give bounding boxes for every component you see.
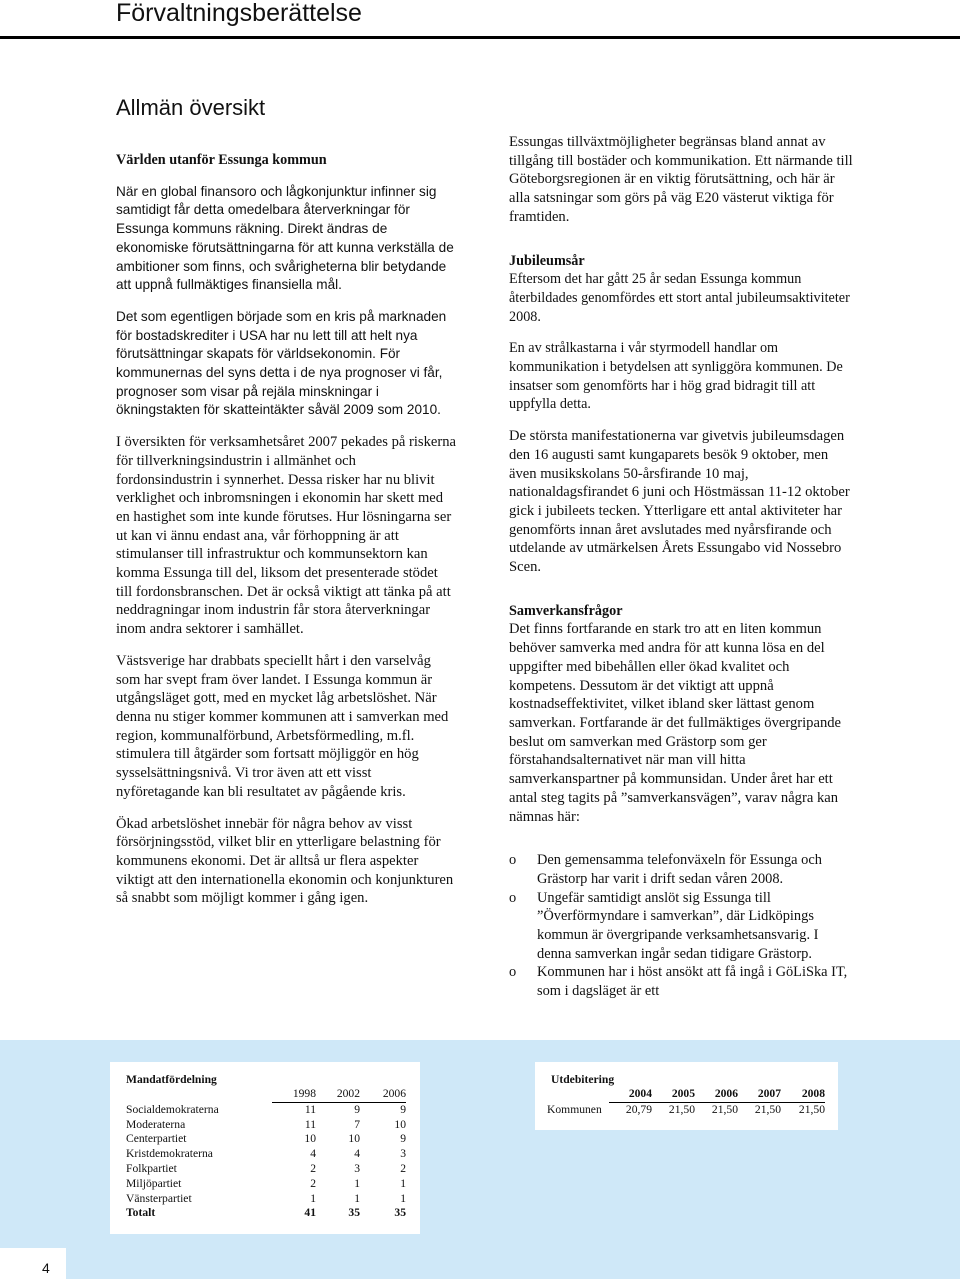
spacer [509, 826, 854, 851]
table-row-total [126, 1206, 406, 1221]
table-row [547, 1102, 825, 1117]
table-row [126, 1192, 406, 1207]
year-header: 2006 [360, 1087, 406, 1102]
seat-count: 2 [310, 1161, 316, 1175]
header-rule [0, 36, 960, 39]
list-item-text: Kommunen har i höst ansökt att få ingå i GöLiSka IT, som i dagsläget är ett [537, 964, 848, 1000]
party-name: Socialdemokraterna [126, 1102, 219, 1116]
seat-count: 35 [394, 1206, 406, 1220]
year-header: 2008 [781, 1087, 825, 1102]
table-row [126, 1118, 406, 1133]
seat-count: 1 [400, 1176, 406, 1190]
spacer [116, 295, 456, 308]
section-title: Allmän översikt [116, 95, 266, 120]
paragraph-oversikt-2007: I översikten för verksamhetsåret 2007 pekades på riskerna för tillverkningsindustrin i allmänhet och fordonsindustrin i synnerhet. Dessa risker har nu blivit verklighet och inbromsningen i ekonomin har skett med en hastighet som inte kunde förutses. Hur lösningarna ser ut kan vi ännu endast ana, vår förhoppning är att stimulanser till infrastruktur och kommunsektorn kan komma Essunga till del, liksom det presenterade stödet till fordonsbranschen. Det är också viktigt att tänka på att neddragningar inom industrin får stora återverkningar inom andra sektorer i samhället. [116, 434, 456, 638]
seat-count: 11 [304, 1117, 316, 1131]
year-header: 2005 [652, 1087, 695, 1102]
list-item [509, 851, 854, 888]
document-header [0, 0, 960, 48]
paragraph-finansoro: När en global finansoro och lågkonjunktur infinner sig samtidigt får detta omedelbara återverkningar för Essunga kommuns räkning. Direkt ändras de ekonomiske förutsättningarna för att kunna verkställa de ambitioner som finns, och svårigheterna blir betydande att uppnå fullmäktiges finansiella mål. [116, 183, 454, 293]
spacer [116, 639, 456, 652]
list-item-text: Den gemensamma telefonväxeln för Essunga och Grästorp har varit i drift sedan våren 2008. [537, 852, 822, 887]
bullet-marker: o [509, 889, 517, 906]
table-row [126, 1147, 406, 1162]
seat-count: 10 [348, 1132, 360, 1146]
seat-count: 9 [400, 1102, 406, 1116]
seat-count: 4 [354, 1147, 360, 1161]
heading-jubileumsar: Jubileumsår [509, 252, 585, 269]
spacer [509, 577, 854, 602]
header-empty [547, 1087, 609, 1102]
tax-rate: 21,50 [798, 1102, 825, 1116]
utdebitering-box [535, 1062, 838, 1130]
seat-count: 2 [310, 1176, 316, 1190]
year-header: 1998 [272, 1087, 316, 1102]
table-row [126, 1162, 406, 1177]
seat-count: 4 [310, 1147, 316, 1161]
tax-rate: 20,79 [625, 1102, 652, 1116]
year-header: 2006 [695, 1087, 738, 1102]
seat-count: 3 [400, 1147, 406, 1161]
paragraph-manifestationer: De största manifestationerna var givetvis jubileumsdagen den 16 augusti samt kungaparets besök 9 oktober, men även musikskolans 50-årsfirande 10 maj, nationaldagsfirandet 6 juni och Höstmässan 11-12 oktober gick i jubileets tecken. Ytterligare ett antal aktiviteter har genomförts innan året avslutades med nyårsfirande och utdelande av utmärkelsen Årets Essungabo vid Nossebro Scen. [509, 428, 850, 576]
party-name: Kristdemokraterna [126, 1147, 213, 1161]
seat-count: 1 [354, 1191, 360, 1205]
spacer [116, 170, 456, 183]
paragraph-tillvaxt: Essungas tillväxtmöjligheter begränsas bland annat av tillgång till bostäder och kommunikation. Ett närmande till Göteborgsregionen är en viktig förutsättning, och här är alla satsningar som görs på väg E20 västerut viktiga för framtiden. [509, 134, 853, 225]
table-row [126, 1177, 406, 1192]
seat-count: 10 [304, 1132, 316, 1146]
samverkan-list [509, 851, 854, 1001]
left-column [116, 151, 456, 908]
tax-rate: 21,50 [668, 1102, 695, 1116]
party-name: Miljöpartiet [126, 1176, 182, 1190]
table-header-row [547, 1087, 825, 1102]
party-name: Vänsterpartiet [126, 1191, 192, 1205]
seat-count: 10 [394, 1117, 406, 1131]
paragraph-jubileum-25-ar: Eftersom det har gått 25 år sedan Essunga kommun återbildades genomfördes ett stort antal jubileumsaktiviteter 2008. [509, 271, 850, 325]
seat-count: 1 [310, 1191, 316, 1205]
seat-count: 9 [400, 1132, 406, 1146]
year-header: 2007 [738, 1087, 781, 1102]
paragraph-usa-kris: Det som egentligen började som en kris på marknaden för bostadskrediter i USA har nu lett till att helt nya förutsättningar skapats för världsekonomin. För kommunernas del syns detta i de nya prognoser vi får, prognoser som visar på rejäla minskningar i ökningstakten för skatteintäkter såväl 2009 som 2010. [116, 308, 447, 418]
seat-count: 2 [400, 1161, 406, 1175]
table-row [126, 1132, 406, 1147]
paragraph-vastsverige: Västsverige har drabbats speciellt hårt i den varselvåg som har svept fram över landet. I Essunga kommun är utgångsläget gott, med en mycket låg arbetslöshet. När denna nu stiger kommer kommunen att i samverkan med region, kommunalförbund, Arbetsförmedling, m.fl. stimulera till åtgärder som fortsatt möjliggör en hög sysselsättningsnivå. Vi tror även att ett visst nyföretagande kan bli resultatet av pågående kris. [116, 652, 449, 800]
seat-count: 9 [354, 1102, 360, 1116]
header-empty [126, 1087, 272, 1102]
spacer [116, 802, 456, 815]
spacer [509, 326, 854, 339]
heading-varlden: Världen utanför Essunga kommun [116, 152, 327, 168]
seat-count: 1 [354, 1176, 360, 1190]
spacer [509, 414, 854, 427]
list-item [509, 889, 854, 964]
party-name: Totalt [126, 1206, 156, 1220]
year-header: 2004 [609, 1087, 652, 1102]
seat-count: 35 [348, 1206, 360, 1220]
mandatfordelning-title: Mandatfördelning [126, 1073, 217, 1086]
seat-count: 3 [354, 1161, 360, 1175]
list-item-text: Ungefär samtidigt anslöt sig Essunga till ”Överförmyndare i samverkan”, där Lidköpings kommun är övergripande verksamhetsansvarig. I denna samverkan ingår sedan tidigare Grästorp. [537, 889, 819, 962]
seat-count: 41 [304, 1206, 316, 1220]
page-number-tab [0, 1248, 66, 1279]
seat-count: 7 [354, 1117, 360, 1131]
row-label: Kommunen [547, 1102, 602, 1116]
page-number: 4 [42, 1260, 50, 1276]
mandatfordelning-box [110, 1062, 420, 1234]
bullet-marker: o [509, 852, 517, 869]
party-name: Moderaterna [126, 1117, 186, 1131]
tax-rate: 21,50 [711, 1102, 738, 1116]
table-header-row [126, 1087, 406, 1102]
utdebitering-title: Utdebitering [551, 1073, 615, 1086]
paragraph-samverkan: Det finns fortfarande en stark tro att en liten kommun behöver samverka med andra för att kunna lösa en del uppgifter med bibehållen eller ökad kvalitet och kompetens. Dessutom är det viktigt att uppnå kostnadseffektivitet, vilket ibland sker lättast genom samverkan. Fortfarande är det fullmäktiges övergripande beslut om samverkan med Grästorp som ger förstahandsalternativet när man vill hitta samverkanspartner på kommunsidan. Under året har ett antal steg tagits på ”samverkansvägen”, varav några kan nämnas här: [509, 621, 842, 825]
tax-rate: 21,50 [754, 1102, 781, 1116]
seat-count: 11 [304, 1102, 316, 1116]
mandatfordelning-table [126, 1087, 406, 1221]
page-title: Förvaltningsberättelse [116, 0, 362, 27]
paragraph-stralkastare: En av strålkastarna i vår styrmodell handlar om kommunikation i betydelsen att synliggöra kommunen. De insatser som genomförts har i hög grad bidragit till att uppfylla detta. [509, 340, 843, 413]
paragraph-arbetsloshet: Ökad arbetslöshet innebär för några behov av visst försörjningsstöd, vilket blir en ytterligare belastning för kommunens ekonomi. Det är alltså ur flera aspekter viktigt att den internationella ekonomin och konjunkturen så snabbt som möjligt kommer i gång igen. [116, 815, 454, 907]
bullet-marker: o [509, 964, 517, 981]
party-name: Folkpartiet [126, 1161, 177, 1175]
utdebitering-table [547, 1087, 825, 1118]
heading-samverkan: Samverkansfrågor [509, 602, 623, 619]
list-item [509, 963, 854, 1000]
spacer [116, 420, 456, 433]
table-row [126, 1102, 406, 1117]
year-header: 2002 [316, 1087, 360, 1102]
spacer [509, 227, 854, 252]
party-name: Centerpartiet [126, 1132, 187, 1146]
right-column [509, 133, 854, 1001]
seat-count: 1 [400, 1191, 406, 1205]
